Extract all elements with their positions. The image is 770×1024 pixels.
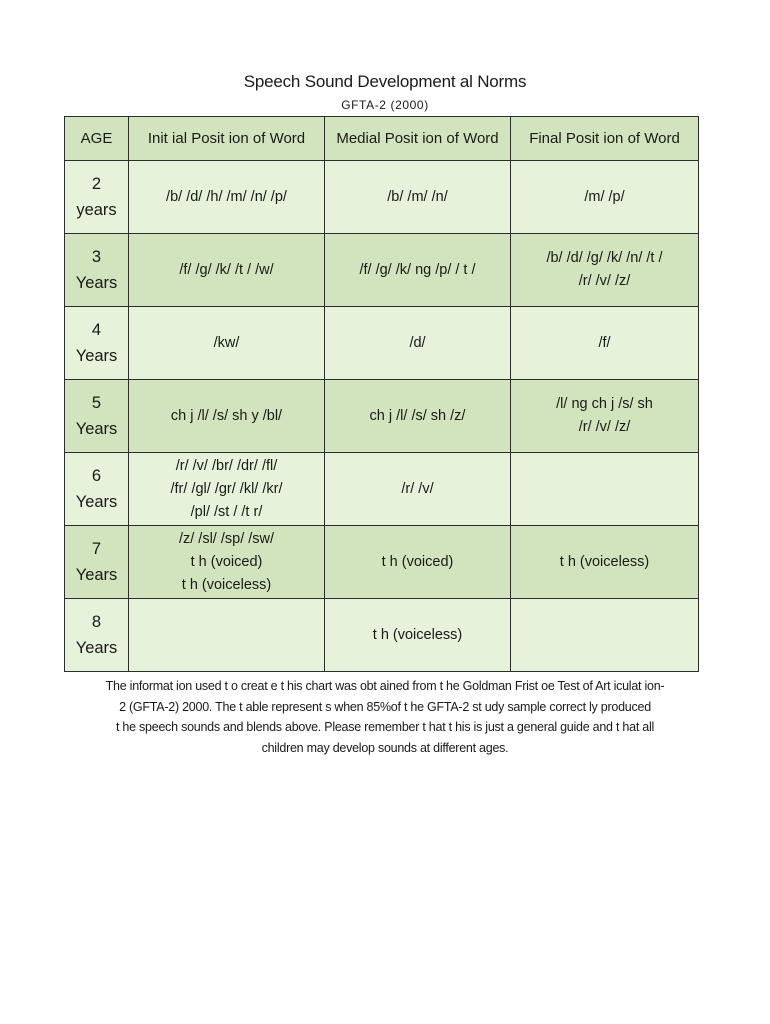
initial-sounds-cell [129,234,325,307]
age-unit: Years [75,566,118,584]
initial-sounds-cell [129,453,325,526]
table-row [65,453,699,526]
sound-list: /b/ /m/ /n/ [387,188,448,205]
footnote-line: 2 (GFTA-2) 2000. The t able represent s when 85%of t he GFTA-2 st udy sample correct ly produced [119,699,651,714]
sound-list: /b/ /d/ /h/ /m/ /n/ /p/ [166,188,287,205]
header-initial-position: Init ial Posit ion of Word [129,117,325,161]
age-cell [65,234,129,307]
age-number: 6 [91,467,102,485]
age-unit: Years [75,274,118,292]
page-title: Speech Sound Development al Norms [243,72,527,91]
table-row [65,599,699,672]
header-final-position: Final Posit ion of Word [511,117,699,161]
age-unit: years [76,201,117,219]
sound-list: /f/ [598,334,611,351]
age-number: 4 [91,321,102,339]
footnote-line: t he speech sounds and blends above. Please remember t hat t his is just a general guide and t hat all [115,720,655,734]
final-sounds-cell [511,380,699,453]
medial-sounds-cell [325,599,511,672]
table-header-row [65,117,699,161]
final-sounds-cell [511,453,699,526]
final-sounds-cell [511,161,699,234]
sound-list: /fr/ /gl/ /gr/ /kl/ /kr/ [170,480,283,497]
age-unit: Years [75,493,118,511]
age-unit: Years [75,420,118,438]
sound-list: /r/ /v/ /z/ [578,273,631,289]
table-row [65,380,699,453]
medial-sounds-cell [325,526,511,599]
final-sounds-cell [511,526,699,599]
age-cell [65,307,129,380]
table-row [65,161,699,234]
initial-sounds-cell [129,599,325,672]
age-unit: Years [75,639,118,657]
medial-sounds-cell [325,453,511,526]
initial-sounds-cell [129,307,325,380]
table-row [65,307,699,380]
sound-list: /r/ /v/ [401,480,434,497]
final-sounds-cell [511,307,699,380]
age-cell [65,526,129,599]
table-row [65,526,699,599]
sound-list: t h (voiced) [381,553,454,570]
sound-list: t h (voiceless) [372,626,463,643]
sound-list: /r/ /v/ /z/ [578,419,631,435]
age-number: 8 [91,613,102,631]
sound-list: /kw/ [213,334,240,351]
age-number: 3 [91,248,102,266]
age-cell [65,380,129,453]
sound-list: /b/ /d/ /g/ /k/ /n/ /t / [546,250,663,266]
table-row [65,234,699,307]
sound-list: /f/ /g/ /k/ ng /p/ / t / [359,261,476,278]
medial-sounds-cell [325,234,511,307]
page-subtitle: GFTA-2 (2000) [341,98,429,112]
sound-list: /r/ /v/ /br/ /dr/ /fl/ [175,457,278,474]
sound-list: ch j /l/ /s/ sh y /bl/ [170,407,283,424]
sound-list: /pl/ /st / /t r/ [190,503,263,520]
medial-sounds-cell [325,307,511,380]
age-unit: Years [75,347,118,365]
final-sounds-cell [511,599,699,672]
header-age: AGE [65,117,129,161]
age-number: 7 [91,540,102,558]
footnote-line: children may develop sounds at different ages. [261,740,509,755]
initial-sounds-cell [129,380,325,453]
sound-list: t h (voiceless) [181,576,272,593]
age-cell [65,599,129,672]
sound-list: /m/ /p/ [584,188,625,205]
age-number: 5 [91,394,102,412]
initial-sounds-cell [129,526,325,599]
footnote-line: The informat ion used t o creat e t his chart was obt ained from t he Goldman Frist oe Test of Art iculat ion- [105,679,665,693]
sound-list: t h (voiced) [190,553,263,570]
sound-list: /d/ [409,334,426,351]
sound-list: /z/ /sl/ /sp/ /sw/ [178,530,275,547]
sound-list: t h (voiceless) [559,553,650,570]
initial-sounds-cell [129,161,325,234]
norms-table [64,116,699,672]
sound-list: ch j /l/ /s/ sh /z/ [369,407,466,424]
footnote [58,676,712,758]
final-sounds-cell [511,234,699,307]
medial-sounds-cell [325,161,511,234]
sound-list: /l/ ng ch j /s/ sh [556,396,653,412]
age-cell [65,161,129,234]
header-medial-position: Medial Posit ion of Word [325,117,511,161]
age-number: 2 [91,175,102,193]
medial-sounds-cell [325,380,511,453]
age-cell [65,453,129,526]
sound-list: /f/ /g/ /k/ /t / /w/ [179,261,274,278]
